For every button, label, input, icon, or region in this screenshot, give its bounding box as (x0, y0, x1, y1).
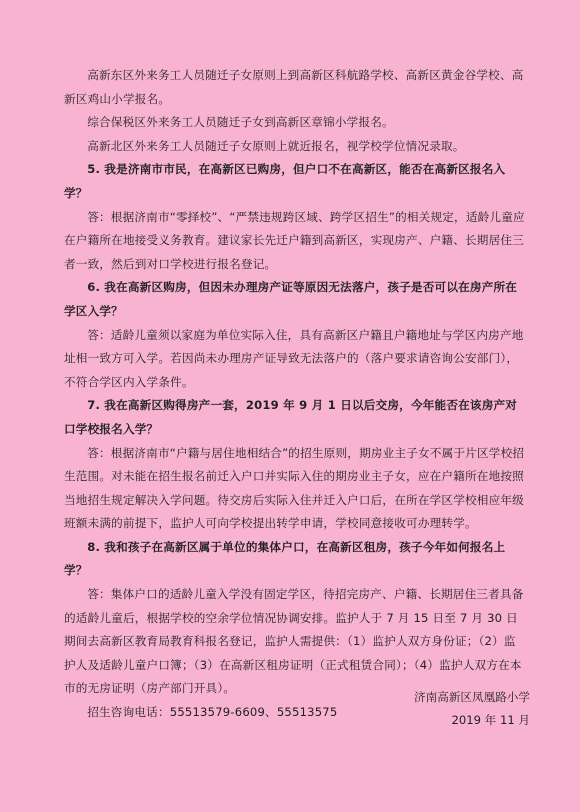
paragraph: 招生咨询电话：55513579-6609、55513575 (87, 705, 338, 720)
signature-block (414, 686, 530, 732)
signature-date: 2019 年 11 月 (451, 713, 530, 727)
paragraph: 答：集体户口的适龄儿童入学没有固定学区，待招完房产、户籍、长期居住三者具备的适龄儿童后，根据学校的空余学位情况协调安排。监护人于 7 月 15 日至 7 月 30 日期间去高新区教育局教育科报名登记，监护人需提供：（1）监护人双方身份证；（2）监护人及适龄儿童户口簿；（3）在高新区租房证明（正式租赁合同）；（4）监护人双方在本市的无房证明（房产部门开具）。 (64, 587, 524, 696)
paragraph: 高新北区外来务工人员随迁子女原则上就近报名，视学校学位情况录取。 (87, 138, 465, 153)
question-heading: 6. 我在高新区购房，但因未办理房产证等原因无法落户，孩子是否可以在房产所在学区入学？ (64, 280, 518, 318)
question-heading: 5. 我是济南市市民，在高新区已购房，但户口不在高新区，能否在高新区报名入学？ (64, 162, 506, 200)
paragraph: 答：根据济南市“户籍与居住地相结合”的招生原则，期房业主子女不属于片区学校招生范围。对未能在招生报名前迁入户口并实际入住的期房业主子女，应在户籍所在地按照当地招生规定解决入学问题。待交房后实际入住并迁入户口后，在所在学区学校相应年级班额未满的前提下，监护人可向学校提出转学申请，学校同意接收可办理转学。 (64, 445, 525, 531)
question-heading: 8. 我和孩子在高新区属于单位的集体户口，在高新区租房，孩子今年如何报名上学？ (64, 539, 506, 578)
paragraph: 答：根据济南市“零择校”、“严禁违规跨区域、跨学区招生”的相关规定，适龄儿童应在户籍所在地接受义务教育。建议家长先迁户籍到高新区，实现房产、户籍、长期居住三者一致，然后到对口学校进行报名登记。 (64, 209, 525, 271)
document-body (64, 64, 526, 725)
signature-org: 济南高新区凤凰路小学 (414, 690, 530, 704)
question-heading: 7. 我在高新区购得房产一套，2019 年 9 月 1 日以后交房，今年能否在该房产对口学校报名入学？ (64, 398, 518, 436)
paragraph: 答：适龄儿童须以家庭为单位实际入住，具有高新区户籍且户籍地址与学区内房产地址相一致方可入学。若因尚未办理房产证导致无法落户的（落户要求请咨询公安部门），不符合学区内入学条件。 (64, 327, 524, 389)
paragraph: 高新东区外来务工人员随迁子女原则上到高新区科航路学校、高新区黄金谷学校、高新区鸡山小学报名。 (64, 68, 524, 106)
paragraph: 综合保税区外来务工人员随迁子女到高新区章锦小学报名。 (87, 115, 394, 130)
